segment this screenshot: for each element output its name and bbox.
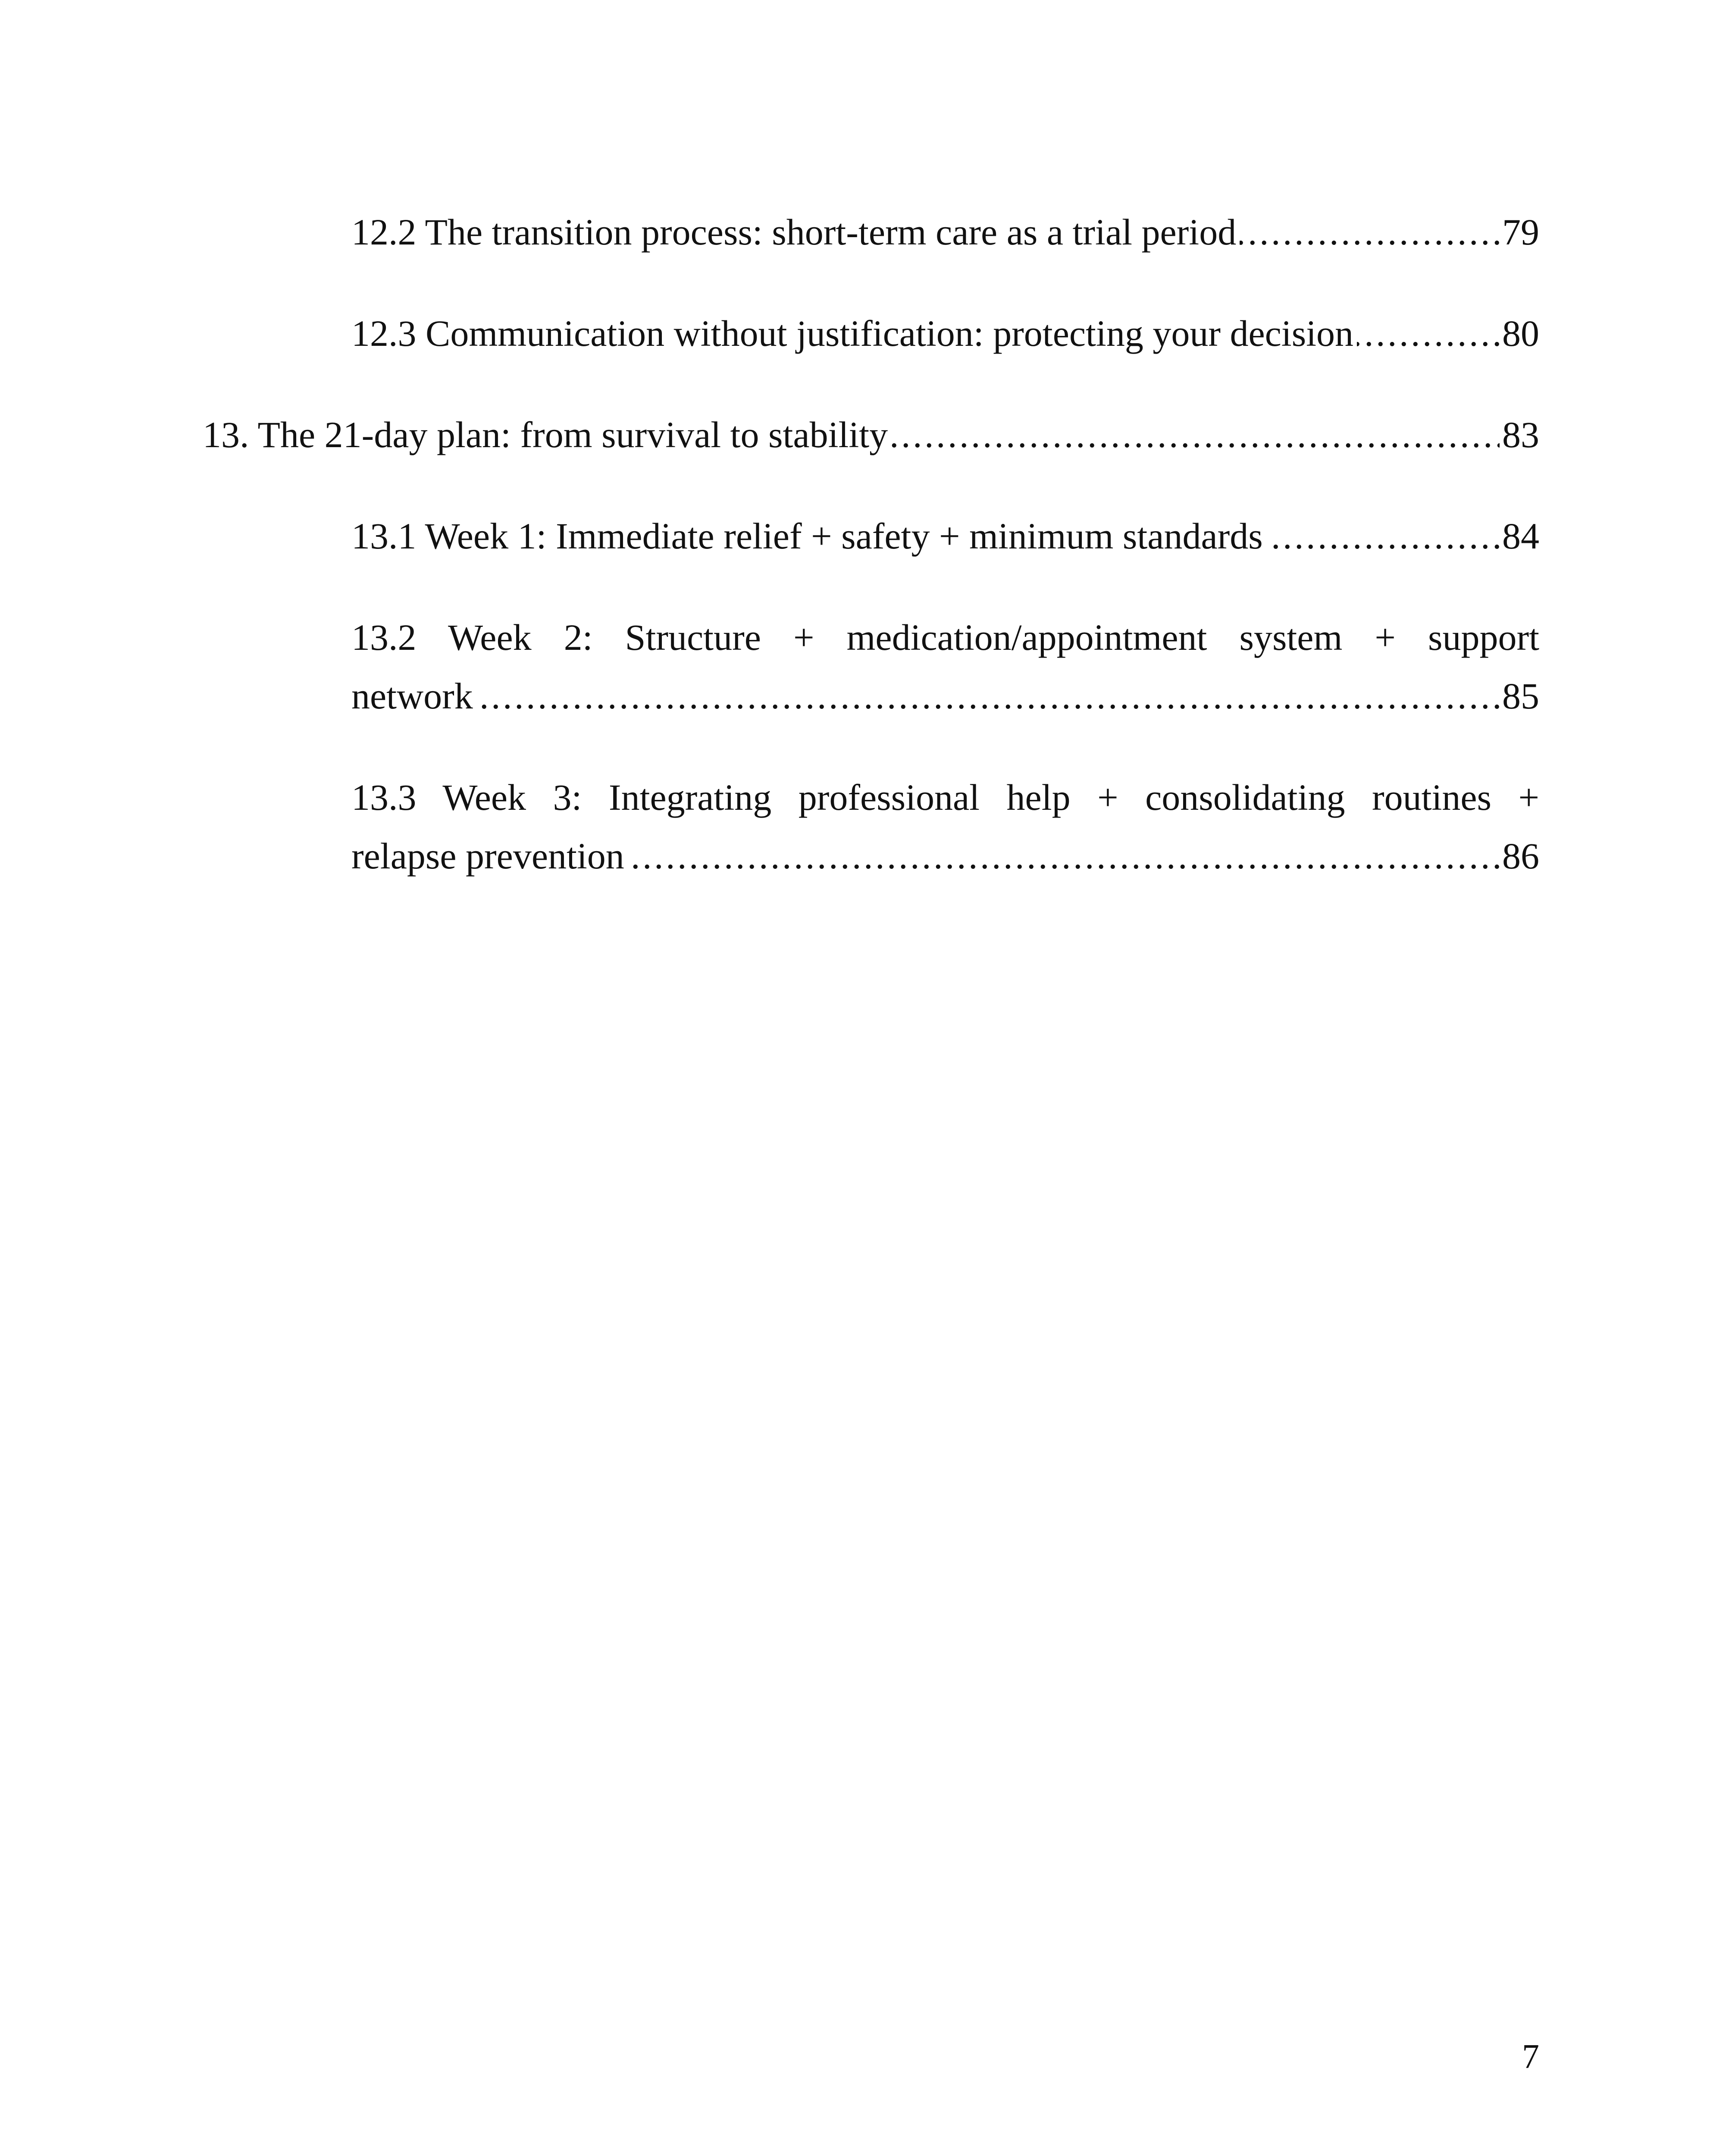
toc-leader-line: [351, 667, 1539, 725]
toc-entry-title: 12.2 The transition process: short-term care as a trial period: [351, 211, 1240, 253]
table-of-contents: [203, 203, 1539, 885]
toc-entry-page: 85: [1500, 667, 1539, 725]
toc-entry-title: 12.3 Communication without justification: protecting your decision: [351, 313, 1357, 354]
toc-entry-page: 84: [1500, 507, 1539, 565]
toc-entry-page: 79: [1500, 203, 1539, 261]
toc-entry-title-first-line: 13.3 Week 3: Integrating professional help + consolidating routines +: [351, 777, 1539, 818]
toc-entry-12-2[interactable]: [351, 203, 1539, 261]
toc-entry-title-last-line: network: [351, 675, 476, 717]
page-number: 7: [1522, 2038, 1539, 2076]
toc-entry-page: 86: [1500, 827, 1539, 885]
toc-entry-page: 80: [1500, 304, 1539, 363]
toc-leader-line: [203, 405, 1539, 464]
toc-leader-line: [351, 507, 1539, 565]
toc-entry-title-last-line: relapse prevention: [351, 835, 628, 877]
toc-entry-13-1[interactable]: [351, 507, 1539, 565]
toc-entry-title: 13. The 21-day plan: from survival to stability: [203, 414, 891, 455]
toc-leader-line: [351, 827, 1539, 885]
toc-entry-13-2[interactable]: [351, 608, 1539, 725]
toc-leader-line: [351, 203, 1539, 261]
toc-entry-title: 13.1 Week 1: Immediate relief + safety + minimum standards: [351, 515, 1266, 557]
toc-entry-title-first-line: 13.2 Week 2: Structure + medication/appointment system + support: [351, 617, 1539, 658]
toc-entry-13[interactable]: [203, 405, 1539, 464]
toc-entry-page: 83: [1500, 405, 1539, 464]
toc-leader-line: [351, 304, 1539, 363]
toc-entry-13-3[interactable]: [351, 768, 1539, 885]
toc-entry-12-3[interactable]: [351, 304, 1539, 363]
